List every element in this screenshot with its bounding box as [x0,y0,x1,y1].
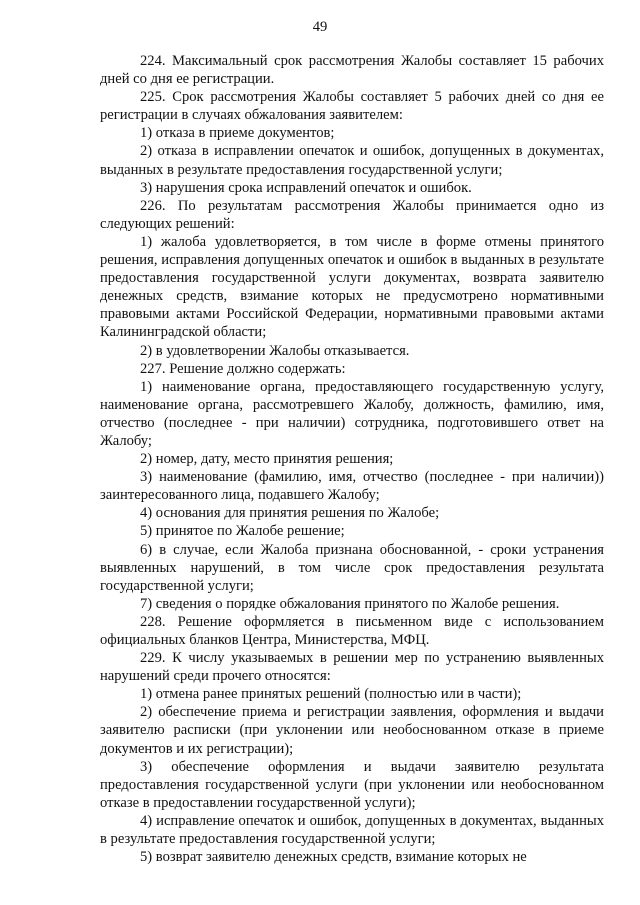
paragraph-229-item-1: 1) отмена ранее принятых решений (полностью или в части); [140,686,522,703]
paragraph-227-item-1: 1) наименование органа, предоставляющего государственную услугу, наименование органа, рассмотревшего Жалобу, должность, фамилию, имя, отчество (последнее - при наличии) сотрудника, подготовившего ответ на Жалобу; [100,378,604,449]
document-body [100,52,604,866]
paragraph-226-item-2: 2) в удовлетворении Жалобы отказывается. [140,342,410,359]
paragraph-229-item-2: 2) обеспечение приема и регистрации заявления, оформления и выдачи заявителю расписки (при уклонении или необоснованном отказе в приеме документов и их регистрации); [100,704,604,757]
paragraph-227-item-3: 3) наименование (фамилию, имя, отчество (последнее - при наличии)) заинтересованного лица, подавшего Жалобу; [100,469,604,504]
paragraph-229-item-3: 3) обеспечение оформления и выдачи заявителю результата предоставления государственной услуги (при уклонении или необоснованном отказе в предоставлении государственной услуги); [100,758,604,811]
paragraph-225-item-2: 2) отказа в исправлении опечаток и ошибок, допущенных в документах, выданных в результате предоставления государственной услуги; [100,143,604,178]
paragraph-224: 224. Максимальный срок рассмотрения Жалобы составляет 15 рабочих дней со дня ее регистрации. [100,53,604,88]
paragraph-225: 225. Срок рассмотрения Жалобы составляет 5 рабочих дней со дня ее регистрации в случаях обжалования заявителем: [100,89,604,124]
paragraph-229-item-4: 4) исправление опечаток и ошибок, допущенных в документах, выданных в результате предоставления государственной услуги; [100,812,604,848]
paragraph-229-item-5: 5) возврат заявителю денежных средств, взимание которых не [140,849,527,866]
paragraph-227-item-7: 7) сведения о порядке обжалования принятого по Жалобе решения. [140,595,560,612]
page-number: 49 [312,19,328,35]
paragraph-225-item-3: 3) нарушения срока исправлений опечаток и ошибок. [140,179,472,196]
paragraph-228: 228. Решение оформляется в письменном виде с использованием официальных бланков Центра, Министерства, МФЦ. [100,613,604,648]
paragraph-226-item-1: 1) жалоба удовлетворяется, в том числе в форме отмены принятого решения, исправления допущенных опечаток и ошибок в выданных в результате предоставления государственной услуги документах, возврата заявителю денежных средств, взимание которых не предусмотрено нормативными правовыми актами Российской Федерации, нормативными правовыми актами Калининградской области; [100,233,604,341]
paragraph-229: 229. К числу указываемых в решении мер по устранению выявленных нарушений среди прочего относятся: [100,650,604,685]
paragraph-227: 227. Решение должно содержать: [140,360,346,377]
paragraph-227-item-2: 2) номер, дату, место принятия решения; [140,451,394,468]
paragraph-227-item-5: 5) принятое по Жалобе решение; [140,523,345,540]
paragraph-227-item-4: 4) основания для принятия решения по Жалобе; [140,505,440,522]
paragraph-226: 226. По результатам рассмотрения Жалобы принимается одно из следующих решений: [100,197,604,232]
paragraph-225-item-1: 1) отказа в приеме документов; [140,125,335,142]
paragraph-227-item-6: 6) в случае, если Жалоба признана обоснованной, - сроки устранения выявленных нарушений, в том числе срок предоставления результата государственной услуги; [100,541,604,594]
